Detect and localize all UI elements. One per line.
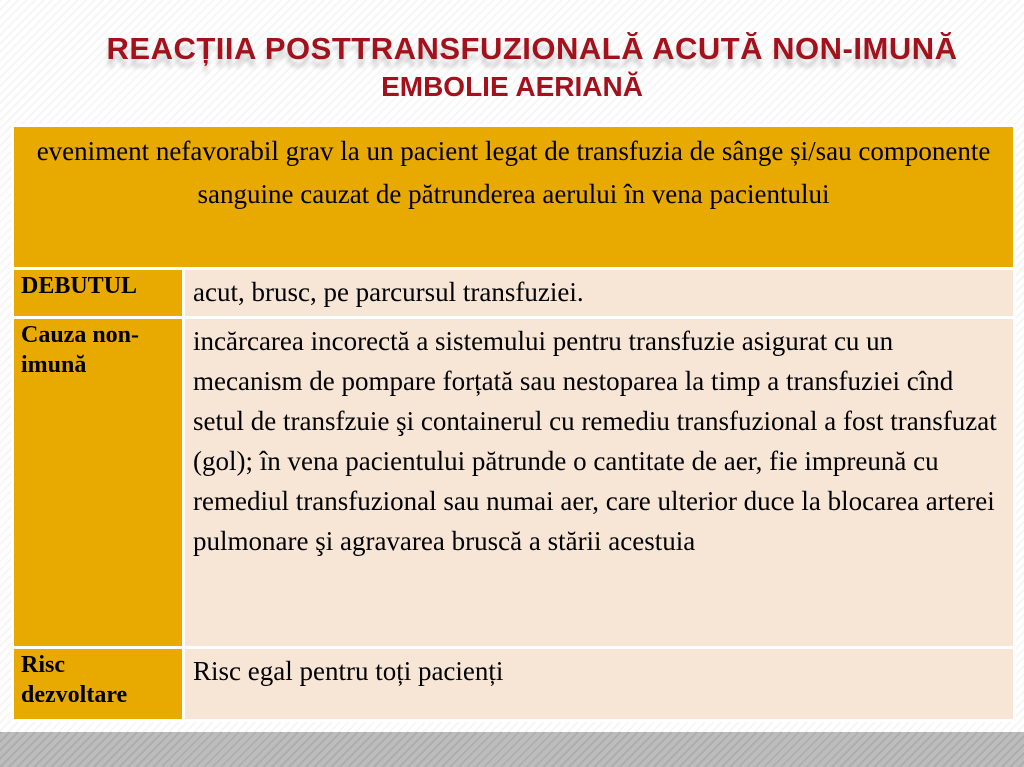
row-value-cauza: incărcarea incorectă a sistemului pentru transfuzie asigurat cu un mecanism de pompare forțată sau nestoparea la timp a transfuziei cînd setul de transfzuie şi containerul cu remediu transfuzional a fost transfuzat (gol); în vena pacientului pătrunde o cantitate de aer, fie impreună cu remediul transfuzional sau numai aer, care ulterior duce la blocarea arterei pulmonare şi agravarea bruscă a stării acestuia xyxy=(184,318,1015,648)
row-value-risc: Risc egal pentru toți pacienți xyxy=(184,648,1015,721)
title-subtitle: EMBOLIE AERIANĂ xyxy=(381,71,643,102)
table-row-risc xyxy=(13,648,1015,721)
table-row-debut xyxy=(13,269,1015,318)
slide-title xyxy=(0,30,1024,106)
bottom-decorative-bar xyxy=(0,732,1024,767)
definition-row xyxy=(13,126,1015,269)
title-main: REACȚIIA POSTTRANSFUZIONALĂ ACUTĂ NON-IMUNĂ xyxy=(106,31,958,66)
row-label-debut: DEBUTUL xyxy=(13,269,184,318)
info-table xyxy=(11,124,1016,722)
row-label-risc: Risc dezvoltare xyxy=(13,648,184,721)
row-value-debut: acut, brusc, pe parcursul transfuziei. xyxy=(184,269,1015,318)
definition-cell: eveniment nefavorabil grav la un pacient legat de transfuzia de sânge și/sau componente sanguine cauzat de pătrunderea aerului în vena pacientului xyxy=(13,126,1015,269)
row-label-cauza: Cauza non-imună xyxy=(13,318,184,648)
table-row-cauza xyxy=(13,318,1015,648)
